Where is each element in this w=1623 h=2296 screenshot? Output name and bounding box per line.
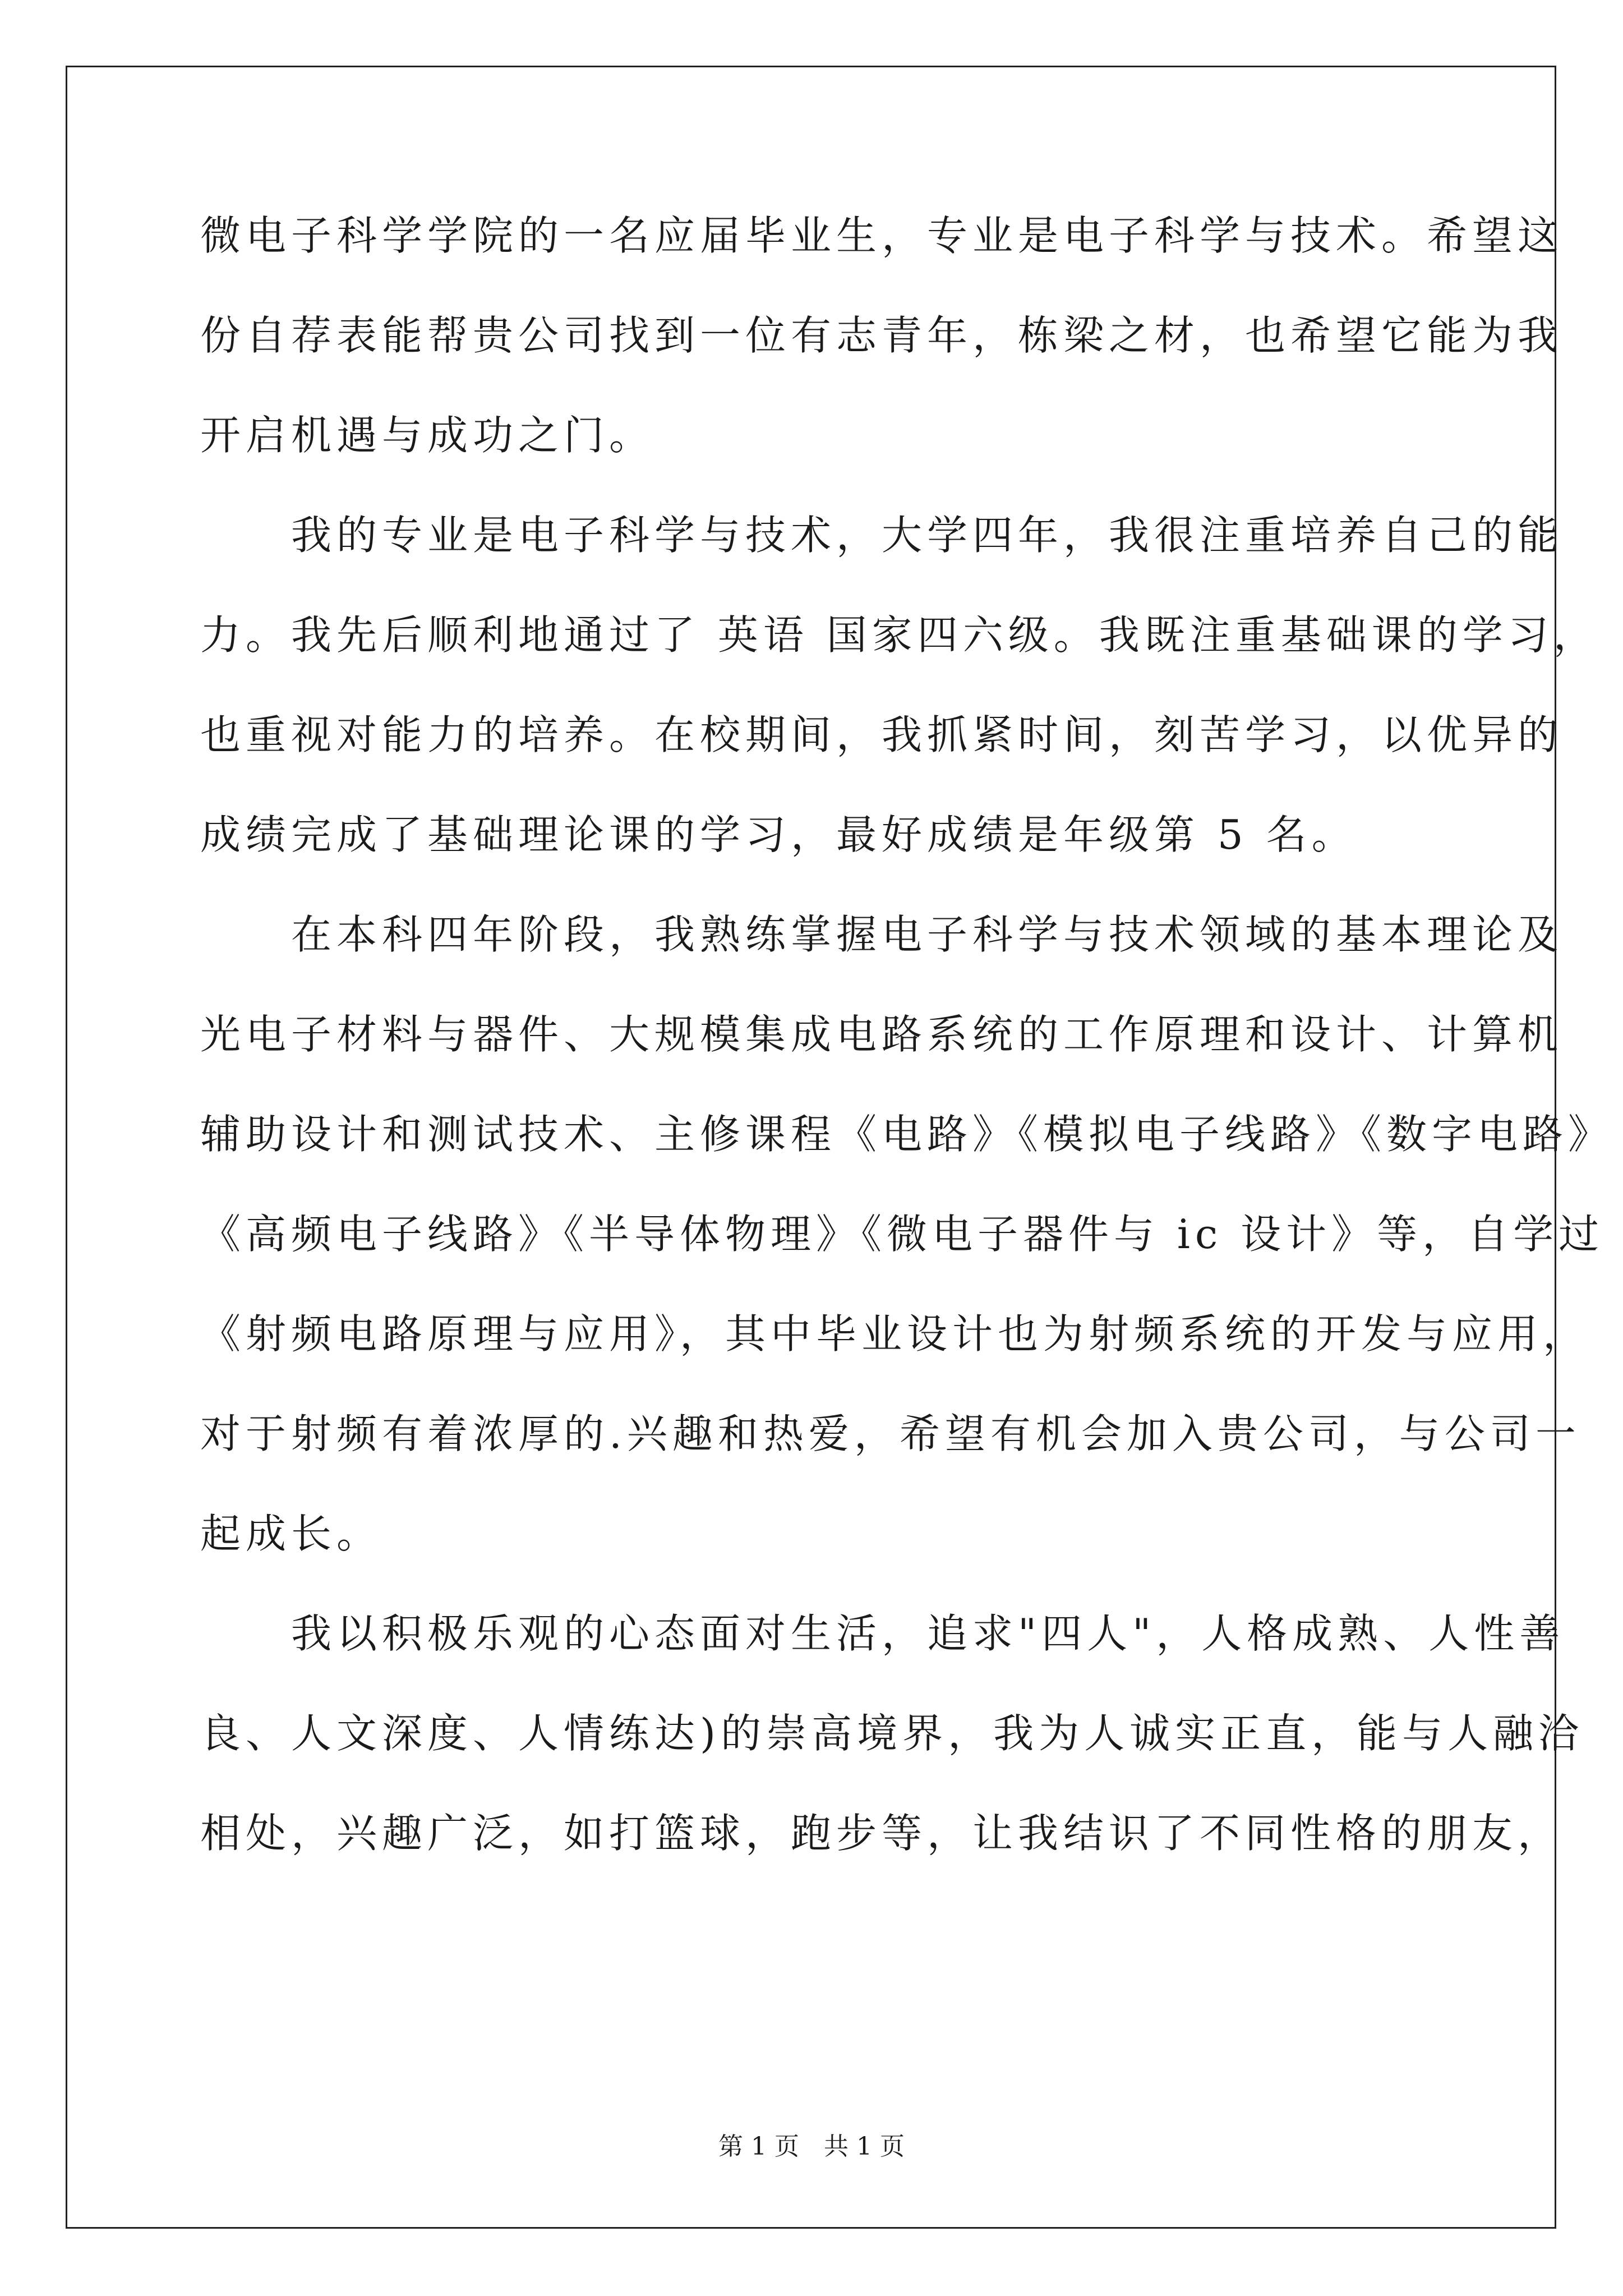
page-footer: 第 1 页 共 1 页: [718, 2132, 905, 2161]
text-line: 力。我先后顺利地通过了 英语 国家四六级。我既注重基础课的学习，: [200, 611, 1599, 659]
text-line: 《射频电路原理与应用》，其中毕业设计也为射频系统的开发与应用，: [200, 1310, 1589, 1358]
text-line: 我以积极乐观的心态面对生活，追求"四人"，人格成熟、人性善: [200, 1610, 1565, 1657]
text-line: 起成长。: [200, 1510, 382, 1557]
text-line: 光电子材料与器件、大规模集成电路系统的工作原理和设计、计算机: [200, 1011, 1564, 1058]
text-line: 相处，兴趣广泛，如打篮球，跑步等，让我结识了不同性格的朋友，: [200, 1810, 1564, 1857]
text-line: 份自荐表能帮贵公司找到一位有志青年，栋梁之材，也希望它能为我: [200, 312, 1564, 359]
text-line: 《高频电子线路》《半导体物理》《微电子器件与 ic 设计》等，自学过: [200, 1211, 1604, 1258]
text-line: 在本科四年阶段，我熟练掌握电子科学与技术领域的基本理论及: [200, 911, 1564, 958]
text-line: 对于射频有着浓厚的.兴趣和热爱，希望有机会加入贵公司，与公司一: [200, 1410, 1581, 1457]
text-line: 也重视对能力的培养。在校期间，我抓紧时间，刻苦学习，以优异的: [200, 711, 1564, 758]
text-line: 微电子科学学院的一名应届毕业生，专业是电子科学与技术。希望这: [200, 212, 1564, 259]
text-line: 开启机遇与成功之门。: [200, 412, 655, 459]
text-line: 辅助设计和测试技术、主修课程《电路》《模拟电子线路》《数字电路》: [200, 1111, 1614, 1158]
text-line: 成绩完成了基础理论课的学习，最好成绩是年级第 5 名。: [200, 811, 1357, 858]
text-line: 我的专业是电子科学与技术，大学四年，我很注重培养自己的能: [200, 512, 1564, 559]
text-line: 良、人文深度、人情练达)的崇高境界，我为人诚实正直，能与人融洽: [200, 1710, 1584, 1757]
